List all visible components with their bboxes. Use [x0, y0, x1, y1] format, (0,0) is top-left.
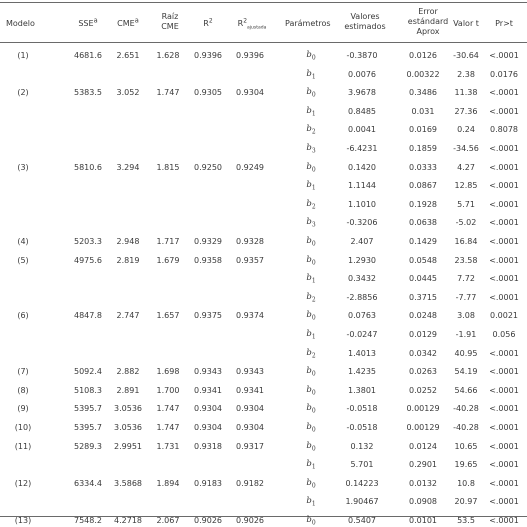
cme-value: 3.294 — [116, 162, 140, 172]
std-error-value: 0.0126 — [409, 51, 437, 60]
sse-value: 5203.3 — [74, 237, 102, 246]
t-value: 10.8 — [457, 478, 475, 488]
p-value: <.0001 — [489, 497, 519, 507]
parameter-index: 0 — [311, 91, 316, 99]
std-error-value: 0.00129 — [406, 404, 440, 414]
parameter-index: 0 — [311, 519, 316, 527]
parameter-index: 1 — [311, 277, 316, 285]
t-value: -30.64 — [453, 51, 479, 60]
r2-ajustada-value: 0.9249 — [236, 162, 264, 172]
std-error-value: 0.0124 — [409, 441, 437, 451]
sse-value: 5108.3 — [74, 385, 102, 395]
estimate-value: 5.701 — [350, 460, 374, 470]
r2-value: 0.9341 — [194, 385, 222, 395]
p-value: <.0001 — [489, 181, 519, 191]
std-error-value: 0.00322 — [406, 69, 440, 79]
header-rule — [0, 42, 527, 43]
parameter-letter: b — [306, 459, 312, 470]
parameter-letter: b — [306, 105, 312, 116]
std-error-value: 0.0129 — [409, 330, 437, 339]
estimate-value: 1.3801 — [348, 385, 376, 395]
parameter-letter: b — [306, 310, 312, 321]
raiz-cme-value: 1.628 — [156, 51, 180, 60]
header-raiz — [150, 12, 190, 32]
estimate-value: -0.3870 — [346, 51, 378, 60]
std-error-value: 0.0333 — [409, 162, 437, 172]
std-error-value: 0.0252 — [409, 385, 437, 395]
p-value: <.0001 — [489, 274, 519, 284]
estimate-value: 0.0041 — [348, 125, 376, 135]
r2-ajustada-value: 0.9328 — [236, 237, 264, 246]
p-value: <.0001 — [489, 423, 519, 432]
p-value: <.0001 — [489, 404, 519, 414]
std-error-value: 0.1429 — [409, 237, 437, 246]
parameter-index: 0 — [311, 408, 316, 416]
p-value: <.0001 — [489, 516, 519, 525]
parameter-symbol — [296, 515, 326, 526]
p-value: <.0001 — [489, 162, 519, 172]
r2-value: 0.9329 — [194, 237, 222, 246]
p-value: <.0001 — [489, 478, 519, 488]
cme-value: 2.747 — [116, 311, 140, 321]
t-value: -40.28 — [453, 423, 479, 432]
p-value: 0.056 — [492, 330, 516, 339]
model-id: (12) — [14, 478, 32, 488]
t-value: 3.08 — [457, 311, 475, 321]
cme-value: 3.0536 — [114, 423, 142, 432]
cme-value: 3.052 — [116, 88, 140, 98]
p-value: <.0001 — [489, 460, 519, 470]
parameter-letter: b — [306, 384, 312, 395]
p-value: <.0001 — [489, 385, 519, 395]
t-value: 7.72 — [457, 274, 475, 284]
parameter-symbol — [296, 310, 326, 321]
parameter-index: 2 — [311, 129, 316, 137]
model-id: (1) — [17, 51, 29, 60]
parameter-index: 0 — [311, 240, 316, 248]
t-value: 11.38 — [454, 88, 478, 98]
cme-value: 4.2718 — [114, 516, 142, 525]
cme-value: 2.882 — [116, 367, 140, 377]
model-id: (10) — [14, 423, 32, 432]
parameter-index: 1 — [311, 463, 316, 471]
p-value: <.0001 — [489, 237, 519, 246]
parameter-symbol — [296, 385, 326, 396]
parameter-index: 2 — [311, 296, 316, 304]
header-sse — [68, 16, 108, 29]
header-parametros — [285, 19, 331, 29]
parameter-symbol — [296, 87, 326, 98]
r2-value: 0.9026 — [194, 516, 222, 525]
parameter-symbol — [296, 162, 326, 173]
header-raiz-line2: CME — [161, 22, 179, 31]
parameter-index: 1 — [311, 110, 316, 118]
r2-value: 0.9343 — [194, 367, 222, 377]
r2-ajustada-value: 0.9396 — [236, 51, 264, 60]
t-value: 40.95 — [454, 348, 478, 358]
r2-value: 0.9250 — [194, 162, 222, 172]
p-value: <.0001 — [489, 218, 519, 228]
parameter-symbol — [296, 496, 326, 507]
std-error-value: 0.0548 — [409, 255, 437, 265]
header-pr — [484, 19, 524, 29]
raiz-cme-value: 1.731 — [156, 441, 180, 451]
t-value: 12.85 — [454, 181, 478, 191]
estimate-value: -0.0247 — [346, 330, 378, 339]
estimate-value: 0.14223 — [345, 478, 379, 488]
t-value: 54.19 — [454, 367, 478, 377]
parameter-index: 0 — [311, 389, 316, 397]
parameter-letter: b — [306, 291, 312, 302]
parameter-letter: b — [306, 236, 312, 246]
sse-value: 5810.6 — [74, 162, 102, 172]
r2-value: 0.9375 — [194, 311, 222, 321]
estimate-value: 0.3432 — [348, 274, 376, 284]
std-error-value: 0.2901 — [409, 460, 437, 470]
header-cme — [108, 16, 148, 29]
t-value: 4.27 — [457, 162, 475, 172]
cme-value: 2.948 — [116, 237, 140, 246]
std-error-value: 0.0101 — [409, 516, 437, 525]
header-modelo-label: Modelo — [6, 19, 35, 28]
sse-value: 5289.3 — [74, 441, 102, 451]
estimate-value: 1.4013 — [348, 348, 376, 358]
raiz-cme-value: 1.815 — [156, 162, 180, 172]
parameter-index: 1 — [311, 501, 316, 509]
parameter-letter: b — [306, 161, 312, 172]
parameter-letter: b — [306, 422, 312, 432]
r2-ajustada-value: 0.9304 — [236, 423, 264, 432]
parameter-letter: b — [306, 68, 312, 79]
parameter-symbol — [296, 69, 326, 80]
estimate-value: 2.407 — [350, 237, 374, 246]
estimate-value: 0.1420 — [348, 162, 376, 172]
header-error-line2: estándard — [407, 17, 449, 26]
sse-value: 5395.7 — [74, 423, 102, 432]
header-valores — [335, 12, 395, 32]
parameter-symbol — [296, 441, 326, 452]
raiz-cme-value: 1.679 — [156, 255, 180, 265]
parameter-index: 0 — [311, 482, 316, 490]
model-id: (4) — [17, 237, 29, 246]
parameter-symbol — [296, 124, 326, 135]
p-value: <.0001 — [489, 88, 519, 98]
p-value: 0.0176 — [490, 69, 518, 79]
r2-value: 0.9304 — [194, 404, 222, 414]
estimate-value: 1.1144 — [348, 181, 376, 191]
p-value: <.0001 — [489, 348, 519, 358]
parameter-index: 1 — [311, 73, 316, 81]
parameter-index: 0 — [311, 54, 316, 62]
header-cme-sup: a — [134, 16, 139, 25]
r2-ajustada-value: 0.9341 — [236, 385, 264, 395]
p-value: <.0001 — [489, 51, 519, 60]
r2-value: 0.9305 — [194, 88, 222, 98]
t-value: -1.91 — [455, 330, 477, 339]
r2-ajustada-value: 0.9374 — [236, 311, 264, 321]
parameter-letter: b — [306, 198, 312, 209]
t-value: 53.5 — [457, 516, 475, 525]
parameter-letter: b — [306, 347, 312, 358]
estimate-value: 0.5407 — [348, 516, 376, 525]
header-error-line3: Aprox — [416, 27, 440, 36]
header-parametros-label: Parámetros — [285, 19, 331, 28]
r2-ajustada-value: 0.9317 — [236, 441, 264, 451]
parameter-symbol — [296, 348, 326, 359]
raiz-cme-value: 1.747 — [156, 88, 180, 98]
estimate-value: -0.0518 — [346, 404, 378, 414]
parameter-letter: b — [306, 50, 312, 60]
std-error-value: 0.0638 — [409, 218, 437, 228]
top-rule — [0, 2, 527, 3]
parameter-letter: b — [306, 477, 312, 488]
r2-ajustada-value: 0.9343 — [236, 367, 264, 377]
sse-value: 4681.6 — [74, 51, 102, 60]
std-error-value: 0.0248 — [409, 311, 437, 321]
parameter-letter: b — [306, 496, 312, 507]
parameter-index: 1 — [311, 184, 316, 192]
parameter-symbol — [296, 143, 326, 154]
std-error-value: 0.1928 — [409, 199, 437, 209]
model-id: (7) — [17, 367, 29, 377]
p-value: <.0001 — [489, 255, 519, 265]
sse-value: 4975.6 — [74, 255, 102, 265]
r2-ajustada-value: 0.9026 — [236, 516, 264, 525]
header-r2 — [188, 19, 228, 29]
model-id: (5) — [17, 255, 29, 265]
header-pr-label: Pr>t — [495, 19, 513, 28]
estimate-value: 0.0763 — [348, 311, 376, 321]
model-id: (6) — [17, 311, 29, 321]
r2-ajustada-value: 0.9304 — [236, 88, 264, 98]
r2-value: 0.9304 — [194, 423, 222, 432]
r2-ajustada-value: 0.9357 — [236, 255, 264, 265]
estimate-value: -2.8856 — [346, 292, 378, 302]
r2-value: 0.9396 — [194, 51, 222, 60]
t-value: 10.65 — [454, 441, 478, 451]
header-valor-t — [446, 19, 486, 29]
estimate-value: -0.3206 — [346, 218, 378, 228]
parameter-letter: b — [306, 180, 312, 191]
estimate-value: 0.0076 — [348, 69, 376, 79]
r2-ajustada-value: 0.9304 — [236, 404, 264, 414]
estimate-value: 3.9678 — [348, 88, 376, 98]
parameter-symbol — [296, 273, 326, 284]
parameter-letter: b — [306, 366, 312, 377]
t-value: 2.38 — [457, 69, 475, 79]
cme-value: 2.651 — [116, 51, 140, 60]
header-r2aj-label: R — [237, 19, 244, 28]
parameter-letter: b — [306, 217, 312, 228]
header-sse-label: SSE — [78, 19, 94, 28]
std-error-value: 0.0908 — [409, 497, 437, 507]
header-valores-line2: estimados — [344, 22, 386, 31]
header-r2-label: R — [203, 19, 209, 28]
t-value: 5.71 — [457, 199, 475, 209]
std-error-value: 0.1859 — [409, 144, 437, 153]
std-error-value: 0.0867 — [409, 181, 437, 191]
header-valor-t-label: Valor t — [453, 19, 479, 28]
raiz-cme-value: 1.717 — [156, 237, 180, 246]
std-error-value: 0.0169 — [409, 125, 437, 135]
parameter-symbol — [296, 292, 326, 303]
model-id: (13) — [14, 516, 32, 525]
model-id: (8) — [17, 385, 29, 395]
estimate-value: 1.2930 — [348, 255, 376, 265]
parameter-symbol — [296, 422, 326, 433]
sse-value: 5383.5 — [74, 88, 102, 98]
r2-ajustada-value: 0.9182 — [236, 478, 264, 488]
parameter-letter: b — [306, 329, 312, 339]
parameter-symbol — [296, 478, 326, 489]
parameter-letter: b — [306, 254, 312, 265]
parameter-symbol — [296, 255, 326, 266]
sse-value: 7548.2 — [74, 516, 102, 525]
p-value: 0.0021 — [490, 311, 518, 321]
p-value: <.0001 — [489, 106, 519, 116]
p-value: <.0001 — [489, 367, 519, 377]
parameter-symbol — [296, 199, 326, 210]
sse-value: 5395.7 — [74, 404, 102, 414]
t-value: 54.66 — [454, 385, 478, 395]
header-r2-sup: 2 — [208, 17, 213, 25]
header-raiz-line1: Raíz — [161, 12, 179, 21]
cme-value: 2.819 — [116, 255, 140, 265]
parameter-symbol — [296, 217, 326, 228]
t-value: 19.65 — [454, 460, 478, 470]
parameter-letter: b — [306, 87, 312, 98]
parameter-symbol — [296, 106, 326, 117]
estimate-value: 0.132 — [350, 441, 374, 451]
parameter-index: 0 — [311, 426, 316, 434]
model-id: (11) — [14, 441, 32, 451]
parameter-index: 0 — [311, 445, 316, 453]
r2-value: 0.9318 — [194, 441, 222, 451]
cme-value: 2.891 — [116, 385, 140, 395]
std-error-value: 0.0342 — [409, 348, 437, 358]
raiz-cme-value: 2.067 — [156, 516, 180, 525]
header-error-line1: Error — [418, 7, 438, 16]
r2-value: 0.9358 — [194, 255, 222, 265]
parameter-index: 0 — [311, 370, 316, 378]
estimate-value: 1.4235 — [348, 367, 376, 377]
parameter-index: 0 — [311, 166, 316, 174]
t-value: -34.56 — [453, 144, 479, 153]
p-value: <.0001 — [489, 199, 519, 209]
parameter-symbol — [296, 459, 326, 470]
raiz-cme-value: 1.700 — [156, 385, 180, 395]
header-r2aj-sup: 2 — [243, 17, 248, 25]
t-value: 16.84 — [454, 237, 478, 246]
p-value: <.0001 — [489, 441, 519, 451]
header-sse-sup: a — [93, 16, 98, 25]
parameter-symbol — [296, 329, 326, 340]
std-error-value: 0.0132 — [409, 478, 437, 488]
parameter-letter: b — [306, 440, 312, 451]
raiz-cme-value: 1.747 — [156, 404, 180, 414]
parameter-letter: b — [306, 403, 312, 414]
t-value: -5.02 — [455, 218, 477, 228]
parameter-letter: b — [306, 124, 312, 135]
parameter-index: 0 — [311, 259, 316, 267]
sse-value: 5092.4 — [74, 367, 102, 377]
std-error-value: 0.031 — [411, 106, 435, 116]
parameter-index: 2 — [311, 352, 316, 360]
raiz-cme-value: 1.747 — [156, 423, 180, 432]
estimate-value: 0.8485 — [348, 106, 376, 116]
t-value: 27.36 — [454, 106, 478, 116]
std-error-value: 0.0445 — [409, 274, 437, 284]
cme-value: 3.0536 — [114, 404, 142, 414]
parameter-index: 2 — [311, 203, 316, 211]
sse-value: 6334.4 — [74, 478, 102, 488]
estimate-value: 1.1010 — [348, 199, 376, 209]
std-error-value: 0.00129 — [406, 423, 440, 432]
parameter-index: 0 — [311, 315, 316, 323]
r2-value: 0.9183 — [194, 478, 222, 488]
parameter-index: 3 — [311, 147, 316, 155]
model-id: (2) — [17, 88, 29, 98]
t-value: 20.97 — [454, 497, 478, 507]
parameter-symbol — [296, 366, 326, 377]
t-value: 23.58 — [454, 255, 478, 265]
parameter-symbol — [296, 236, 326, 247]
parameter-symbol — [296, 50, 326, 61]
header-r2-ajustada — [230, 19, 274, 29]
t-value: 0.24 — [457, 125, 475, 135]
raiz-cme-value: 1.894 — [156, 478, 180, 488]
parameter-letter: b — [306, 273, 312, 284]
header-r2aj-sub: ajustada — [247, 25, 267, 31]
parameter-symbol — [296, 180, 326, 191]
p-value: 0.8078 — [490, 125, 518, 135]
estimate-value: -6.4231 — [346, 144, 378, 153]
parameter-symbol — [296, 403, 326, 414]
parameter-letter: b — [306, 143, 312, 153]
model-id: (9) — [17, 404, 29, 414]
model-id: (3) — [17, 162, 29, 172]
p-value: <.0001 — [489, 144, 519, 153]
header-cme-label: CME — [117, 19, 135, 28]
p-value: <.0001 — [489, 292, 519, 302]
header-valores-line1: Valores — [350, 12, 380, 21]
raiz-cme-value: 1.698 — [156, 367, 180, 377]
t-value: -40.28 — [453, 404, 479, 414]
std-error-value: 0.3715 — [409, 292, 437, 302]
cme-value: 3.5868 — [114, 478, 142, 488]
parameter-index: 3 — [311, 222, 316, 230]
cme-value: 2.9951 — [114, 441, 142, 451]
raiz-cme-value: 1.657 — [156, 311, 180, 321]
std-error-value: 0.0263 — [409, 367, 437, 377]
parameter-index: 1 — [311, 333, 316, 341]
estimate-value: -0.0518 — [346, 423, 378, 432]
sse-value: 4847.8 — [74, 311, 102, 321]
parameter-letter: b — [306, 515, 312, 525]
t-value: -7.77 — [455, 292, 477, 302]
std-error-value: 0.3486 — [409, 88, 437, 98]
header-modelo — [6, 19, 35, 29]
estimate-value: 1.90467 — [345, 497, 379, 507]
